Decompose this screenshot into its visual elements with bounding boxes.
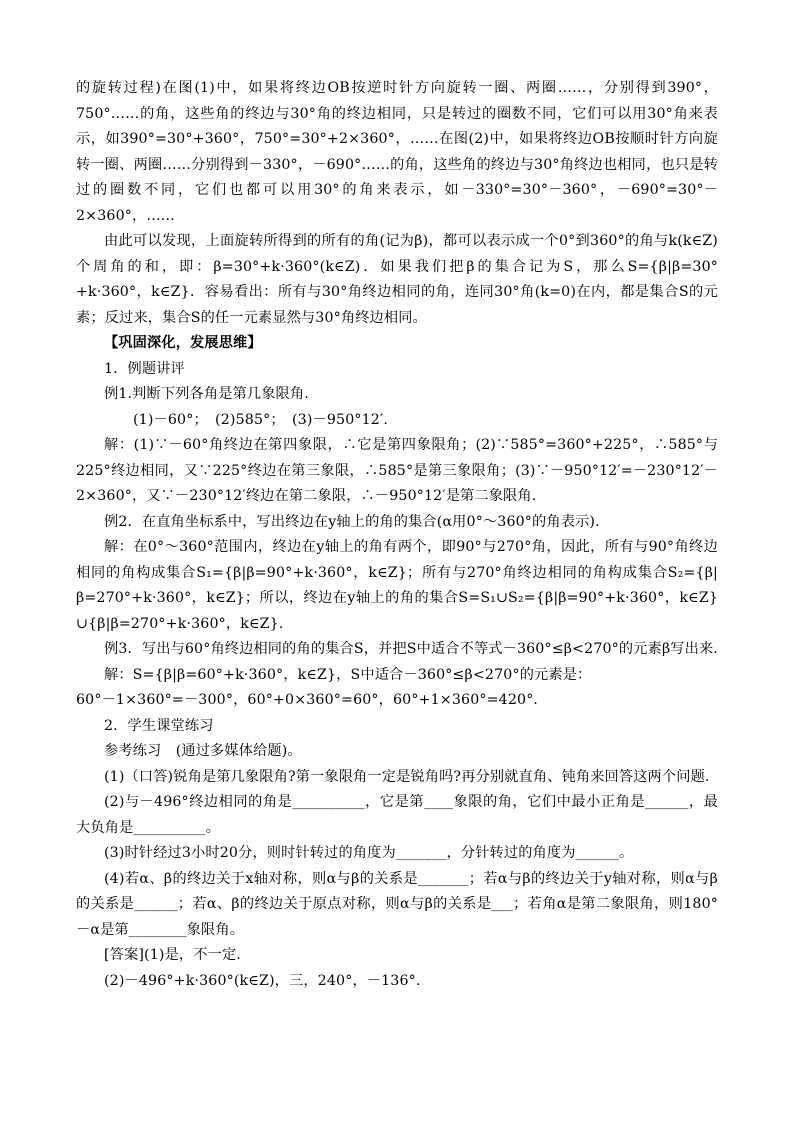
practice-q3: (3)时针经过3小时20分，则时针转过的角度为_______，分针转过的角度为______。: [104, 845, 634, 861]
answer-2: (2)－496°+k·360°(k∈Z)，三，240°，－136°.: [104, 972, 421, 989]
example-2-title: 例2．在直角坐标系中，写出终边在y轴上的角的集合(α用0°～360°的角表示).: [104, 513, 600, 530]
subheading-practice: 2．学生课堂练习: [104, 717, 214, 734]
section-heading: 【巩固深化，发展思维】: [104, 335, 262, 351]
example-1-items: (1)－60°； (2)585°； (3)－950°12′.: [133, 411, 388, 428]
example-1-solution: 解：(1)∵－60°角终边在第四象限，∴它是第四象限角；(2)∵585°=360°+225°，∴585°与225°终边相同，又∵225°终边在第三象限，∴585°是第三象限角；(3)∵－950°12′=－230°12′－2×360°，又∵－230°12′终边在第二象限，∴－950°12′是第二象限角.: [76, 437, 718, 504]
practice-q1: (1)（口答)锐角是第几象限角?第一象限角一定是锐角吗?再分别就直角、钝角来回答这两个问题.: [104, 768, 710, 785]
subheading-examples: 1．例题讲评: [104, 360, 185, 377]
example-2-solution: 解：在0°～360°范围内，终边在y轴上的角有两个，即90°与270°角，因此，所有与90°角终边相同的角构成集合S₁={β|β=90°+k·360°，k∈Z}；所有与270°角终边相同的角构成集合S₂={β|β=270°+k·360°，k∈Z}；所以，终边在y轴上的角的集合S=S₁∪S₂={β|β=90°+k·360°，k∈Z}∪{β|β=270°+k·360°，k∈Z}.: [76, 539, 718, 632]
practice-intro: 参考练习 (通过多媒体给题)。: [104, 743, 302, 759]
practice-q2: (2)与－496°终边相同的角是__________，它是第____象限的角，它们中最小正角是______，最大负角是__________。: [76, 794, 718, 836]
example-3-values: 60°－1×360°=－300°，60°+0×360°=60°，60°+1×360°=420°．: [76, 692, 548, 708]
example-1-title: 例1.判断下列各角是第几象限角.: [104, 386, 309, 402]
example-3-solution: 解：S={β|β=60°+k·360°，k∈Z}，S中适合－360°≤β<270°的元素是：: [104, 666, 592, 683]
answer-1: [答案](1)是，不一定.: [104, 947, 241, 963]
practice-q4: (4)若α、β的终边关于x轴对称，则α与β的关系是_______；若α与β的终边关于y轴对称，则α与β的关系是______；若α、β的终边关于原点对称，则α与β的关系是___；若角α是第二象限角，则180°－α是第________象限角。: [76, 870, 718, 938]
document-page: [76, 76, 718, 994]
paragraph-set-s: 由此可以发现，上面旋转所得到的所有的角(记为β)，都可以表示成一个0°到360°的角与k(k∈Z)个周角的和，即：β=30°+k·360°(k∈Z)．如果我们把β的集合记为S，那么S={β|β=30°+k·360°，k∈Z}．容易看出：所有与30°角终边相同的角，连同30°角(k=0)在内，都是集合S的元素；反过来，集合S的任一元素显然与30°角终边相同。: [76, 233, 718, 326]
paragraph-rotation: 的旋转过程)在图(1)中，如果将终边OB按逆时针方向旋转一圈、两圈……，分别得到390°，750°……的角，这些角的终边与30°角的终边相同，只是转过的圈数不同，它们可以用30°角来表示，如390°=30°+360°，750°=30°+2×360°，……在图(2)中，如果将终边OB按顺时针方向旋转一圈、两圈……分别得到－330°，－690°……的角，这些角的终边与30°角终边也相同，也只是转过的圈数不同，它们也都可以用30°的角来表示，如－330°=30°－360°，－690°=30°－2×360°，……: [76, 80, 718, 224]
example-3-title: 例3．写出与60°角终边相同的角的集合S，并把S中适合不等式－360°≤β<270°的元素β写出来.: [104, 641, 718, 657]
